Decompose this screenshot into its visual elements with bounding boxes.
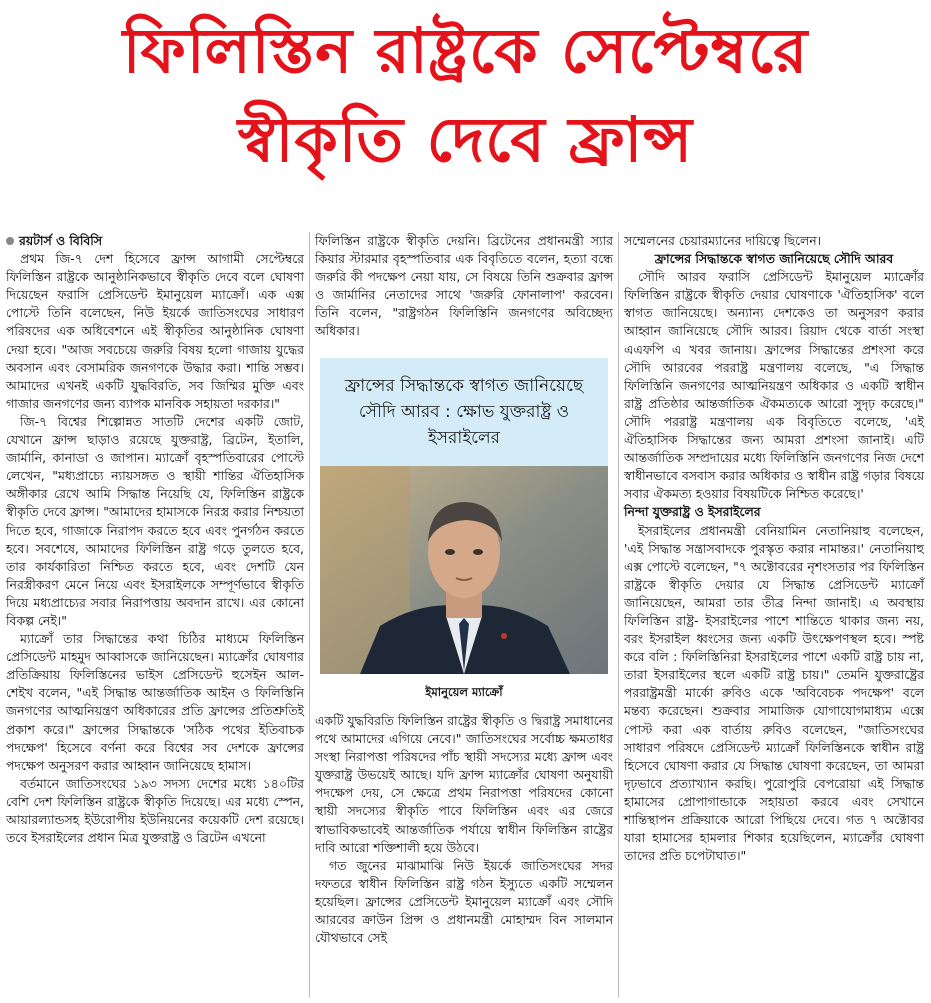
column-divider: [618, 232, 619, 997]
paragraph: গত জুনের মাঝামাঝি নিউ ইয়র্কে জাতিসংঘের সদর দফতরে স্বাধীন ফিলিস্তিন রাষ্ট্র গঠন ইস্যুতে একটি সম্মেলন হয়েছিল। ফ্রান্সের প্রেসিডেন্ট ইমানুয়েল ম্যাক্রোঁ এবং সৌদি আরবের ক্রাউন প্রিন্স ও প্রধানমন্ত্রী মোহাম্মদ বিন সালমান যৌথভাবে সেই: [315, 857, 613, 946]
subheading: নিন্দা যুক্তরাষ্ট্র ও ইসরাইলের: [624, 504, 761, 520]
pull-quote-text: ফ্রান্সের সিদ্ধান্তকে স্বাগত জানিয়েছে সৌদি আরব : ক্ষোভ যুক্তরাষ্ট্র ও ইসরাইলের: [344, 376, 584, 448]
subheading: ফ্রান্সের সিদ্ধান্তকে স্বাগত জানিয়েছে সৌদি আরব: [654, 251, 894, 267]
pull-quote-box: [320, 358, 608, 466]
paragraph: একটি যুদ্ধবিরতি ফিলিস্তিন রাষ্ট্রের স্বীকৃতি ও দ্বিরাষ্ট্র সমাধানের পথে আমাদের এগিয়ে নেবে।" জাতিসংঘের সর্বোচ্চ ক্ষমতাধর সংস্থা নিরাপত্তা পরিষদের পাঁচ স্থায়ী সদস্যের মধ্যে ফ্রান্স এবং যুক্তরাষ্ট্র উভয়েই আছে। যদি ফ্রান্স ম্যাক্রোঁর ঘোষণা অনুযায়ী পদক্ষেপ দেয়, সে ক্ষেত্রে প্রথম নিরাপত্তা পরিষদের কোনো স্থায়ী সদস্যের স্বীকৃতি পাবে ফিলিস্তিন এবং এর জেরে স্বাভাবিকভাবেই আন্তর্জাতিক পর্যায়ে স্বাধীন ফিলিস্তিন রাষ্ট্রের দাবি আরো শক্তিশালী হয়ে উঠবে।: [315, 713, 613, 855]
paragraph: জি-৭ বিশ্বের শিল্পোন্নত সাতটি দেশের একটি জোট, যেখানে ফ্রান্স ছাড়াও রয়েছে যুক্তরাষ্ট্র, ব্রিটেন, ইতালি, জার্মানি, কানাডা ও জাপান। ম্যাক্রোঁ বৃহস্পতিবারের পোস্টে লেখেন, "মধ্যপ্রাচ্যে ন্যায়সঙ্গত ও স্থায়ী শান্তির ঐতিহাসিক অঙ্গীকার রেখে আমি সিদ্ধান্ত নিয়েছি যে, ফিলিস্তিন রাষ্ট্রকে স্বীকৃতি দেবে ফ্রান্স। "আমাদের হামাসকে নিরস্ত্র করার নিশ্চয়তা দিতে হবে, গাজাকে নিরাপদ করতে হবে এবং পুনর্গঠন করতে হবে। সবশেষে, আমাদের ফিলিস্তিন রাষ্ট্র গড়ে তুলতে হবে, তার কার্যকারিতা নিশ্চিত করতে হবে, এবং দেশটি যেন নিরস্ত্রীকরণ মেনে নিয়ে এবং ইসরাইলকে সম্পূর্ণভাবে স্বীকৃতি দিয়ে মধ্যপ্রাচ্যের সবার নিরাপত্তায় অবদান রাখে। এর কোনো বিকল্প নেই।": [6, 413, 304, 628]
article-column-2: [315, 232, 613, 341]
paragraph: সৌদি আরব ফরাসি প্রেসিডেন্ট ইমানুয়েল ম্যাক্রোঁর ফিলিস্তিন রাষ্ট্রকে স্বীকৃতি দেয়ার ঘোষণাকে 'ঐতিহাসিক' বলে স্বাগত জানিয়েছে। অন্যান্য দেশকেও তা অনুসরণ করার আহ্বান জানিয়েছে সৌদি আরব। রিয়াদ থেকে বার্তা সংস্থা এএফপি এ খবর জানায়। ফ্রান্সের সিদ্ধান্তের প্রশংসা করে সৌদি আরবের পররাষ্ট্র মন্ত্রণালয় বলেছে, "এ সিদ্ধান্ত ফিলিস্তিনি জনগণের আত্মনিয়ন্ত্রণ অধিকার ও একটি স্বাধীন রাষ্ট্র প্রতিষ্ঠার আন্তর্জাতিক ঐকমত্যকে আরো সুদৃঢ় করেছে।" সৌদি পররাষ্ট্র মন্ত্রণালয় এক বিবৃতিতে বলেছে, 'এই ঐতিহাসিক সিদ্ধান্তের জন্য আমরা প্রশংসা জানাই। এটি আন্তর্জাতিক সম্প্রদায়ের মধ্যে ফিলিস্তিনি জনগণের নিজ দেশে স্বাধীনভাবে বসবাস করার অধিকার ও স্বাধীন রাষ্ট্র গড়ার বিষয়ে সবার ঐকমত্য হওয়ার বিষয়টিকে নিশ্চিত করেছে।': [624, 269, 924, 502]
portrait-photo: [320, 466, 608, 674]
article-column-2-continued: [315, 712, 613, 947]
article-column-3: [624, 232, 924, 865]
headline-line-1: ফিলিস্তিন রাষ্ট্রকে সেপ্টেম্বরে: [122, 14, 809, 87]
paragraph: বর্তমানে জাতিসংঘের ১৯৩ সদস্য দেশের মধ্যে ১৪০টির বেশি দেশ ফিলিস্তিন রাষ্ট্রকে স্বীকৃতি দিয়েছে। এর মধ্যে স্পেন, আয়ারল্যান্ডসহ ইউরোপীয় ইউনিয়নের কয়েকটি দেশ রয়েছে। তবে ইসরাইলের প্রধান মিত্র যুক্তরাষ্ট্র ও ব্রিটেন এখনো: [6, 775, 304, 846]
article-column-1: [6, 232, 304, 847]
portrait-illustration: [320, 466, 608, 674]
headline: [0, 6, 931, 184]
column-divider: [309, 232, 310, 997]
photo-caption: ইমানুয়েল ম্যাক্রোঁ: [425, 685, 503, 699]
paragraph: প্রথম জি-৭ দেশ হিসেবে ফ্রান্স আগামী সেপ্টেম্বরে ফিলিস্তিন রাষ্ট্রকে আনুষ্ঠানিকভাবে স্বীকৃতি দেবে বলে ঘোষণা দিয়েছেন ফরাসি প্রেসিডেন্ট ইমানুয়েল ম্যাক্রোঁ। এক এক্স পোস্টে তিনি বলেছেন, নিউ ইয়র্কে জাতিসংঘের সাধারণ পরিষদের এক অধিবেশনে এই স্বীকৃতির আনুষ্ঠানিক ঘোষণা দেয়া হবে। "আজ সবচেয়ে জরুরি বিষয় হলো গাজায় যুদ্ধের অবসান এবং বেসামরিক জনগণকে উদ্ধার করা। শান্তি সম্ভব। আমাদের এখনই একটি যুদ্ধবিরতি, সব জিম্মির মুক্তি এবং গাজার জনগণের জন্য ব্যাপক মানবিক সহায়তা দরকার।": [6, 251, 304, 411]
bullet-icon: [6, 237, 14, 245]
paragraph: ইসরাইলের প্রধানমন্ত্রী বেনিয়ামিন নেতানিয়াহু বলেছেন, 'এই সিদ্ধান্ত সন্ত্রাসবাদকে পুরস্কৃত করার নামান্তর।' নেতানিয়াহু এক্স পোস্টে বলেছেন, "৭ অক্টোবরের নৃশংসতার পর ফিলিস্তিন রাষ্ট্রকে স্বীকৃতি দেয়ার যে সিদ্ধান্ত প্রেসিডেন্ট ম্যাক্রোঁ জানিয়েছেন, আমরা তার তীব্র নিন্দা জানাই। এ অবস্থায় ফিলিস্তিন রাষ্ট্র- ইসরাইলের পাশে শান্তিতে থাকার জন্য নয়, বরং ইসরাইল ধ্বংসের জন্য একটি উৎক্ষেপণস্থল হবে। স্পষ্ট করে বলি : ফিলিস্তিনিরা ইসরাইলের পাশে একটি রাষ্ট্র চায় না, তারা ইসরাইলের স্থলে একটি রাষ্ট্র চায়।" তেমনি যুক্তরাষ্ট্রের পররাষ্ট্রমন্ত্রী মার্কো রুবিও একে 'অবিবেচক পদক্ষেপ' বলে মন্তব্য করেছেন। শুক্রবার সামাজিক যোগাযোগমাধ্যম এক্সে পোস্ট করা এক বার্তায় রুবিও বলেছেন, "জাতিসংঘের সাধারণ পরিষদে প্রেসিডেন্ট ম্যাক্রোঁ ফিলিস্তিনকে স্বাধীন রাষ্ট্র হিসেবে ঘোষণা করার যে সিদ্ধান্ত ঘোষণা করেছেন, তা আমরা দৃঢ়ভাবে প্রত্যাখ্যান করছি। পুরোপুরি বেপরোয়া এই সিদ্ধান্ত হামাসের প্রোপাগান্ডাকে সহায়তা করবে এবং সেখানে শান্তিস্থাপন প্রক্রিয়াকে আরো পিছিয়ে দেবে। গত ৭ অক্টোবর যারা হামাসের হামলার শিকার হয়েছিলেন, ম্যাক্রোঁর ঘোষণা তাদের প্রতি চপেটাঘাত।": [624, 522, 924, 864]
paragraph: ফিলিস্তিন রাষ্ট্রকে স্বীকৃতি দেয়নি। ব্রিটেনের প্রধানমন্ত্রী স্যার কিয়ার স্টারমার বৃহস্পতিবার এক বিবৃতিতে বলেন, হত্যা বন্ধে জরুরি কী পদক্ষেপ নেয়া যায়, সে বিষয়ে তিনি শুক্রবার ফ্রান্স ও জার্মানির নেতাদের সাথে 'জরুরি ফোনালাপ' করবেন। তিনি বলেন, "রাষ্ট্রগঠন ফিলিস্তিনি জনগণের অবিচ্ছেদ্য অধিকার।: [315, 233, 613, 339]
headline-line-2: স্বীকৃতি দেবে ফ্রান্স: [237, 103, 694, 176]
byline: [6, 232, 304, 250]
paragraph: ম্যাক্রোঁ তার সিদ্ধান্তের কথা চিঠির মাধ্যমে ফিলিস্তিন প্রেসিডেন্ট মাহমুদ আব্বাসকে জানিয়েছেন। ম্যাক্রোঁর ঘোষণার প্রতিক্রিয়ায় ফিলিস্তিনের ভাইস প্রেসিডেন্ট হুসেইন আল-শেইখ বলেন, "এই সিদ্ধান্ত আন্তর্জাতিক আইন ও ফিলিস্তিনি জনগণের আত্মনিয়ন্ত্রণ অধিকারের প্রতি ফ্রান্সের প্রতিশ্রুতিই প্রকাশ করে।" ফ্রান্সের সিদ্ধান্তকে 'সঠিক পথের ইতিবাচক পদক্ষেপ' হিসেবে বর্ণনা করে বিশ্বের সব দেশকে ফ্রান্সের পদক্ষেপ অনুসরণ করার আহ্বান জানিয়েছে হামাস।: [6, 631, 304, 773]
paragraph: সম্মেলনের চেয়ারম্যানের দায়িত্বে ছিলেন।: [624, 233, 822, 248]
byline-text: রয়টার্স ও বিবিসি: [19, 233, 103, 248]
